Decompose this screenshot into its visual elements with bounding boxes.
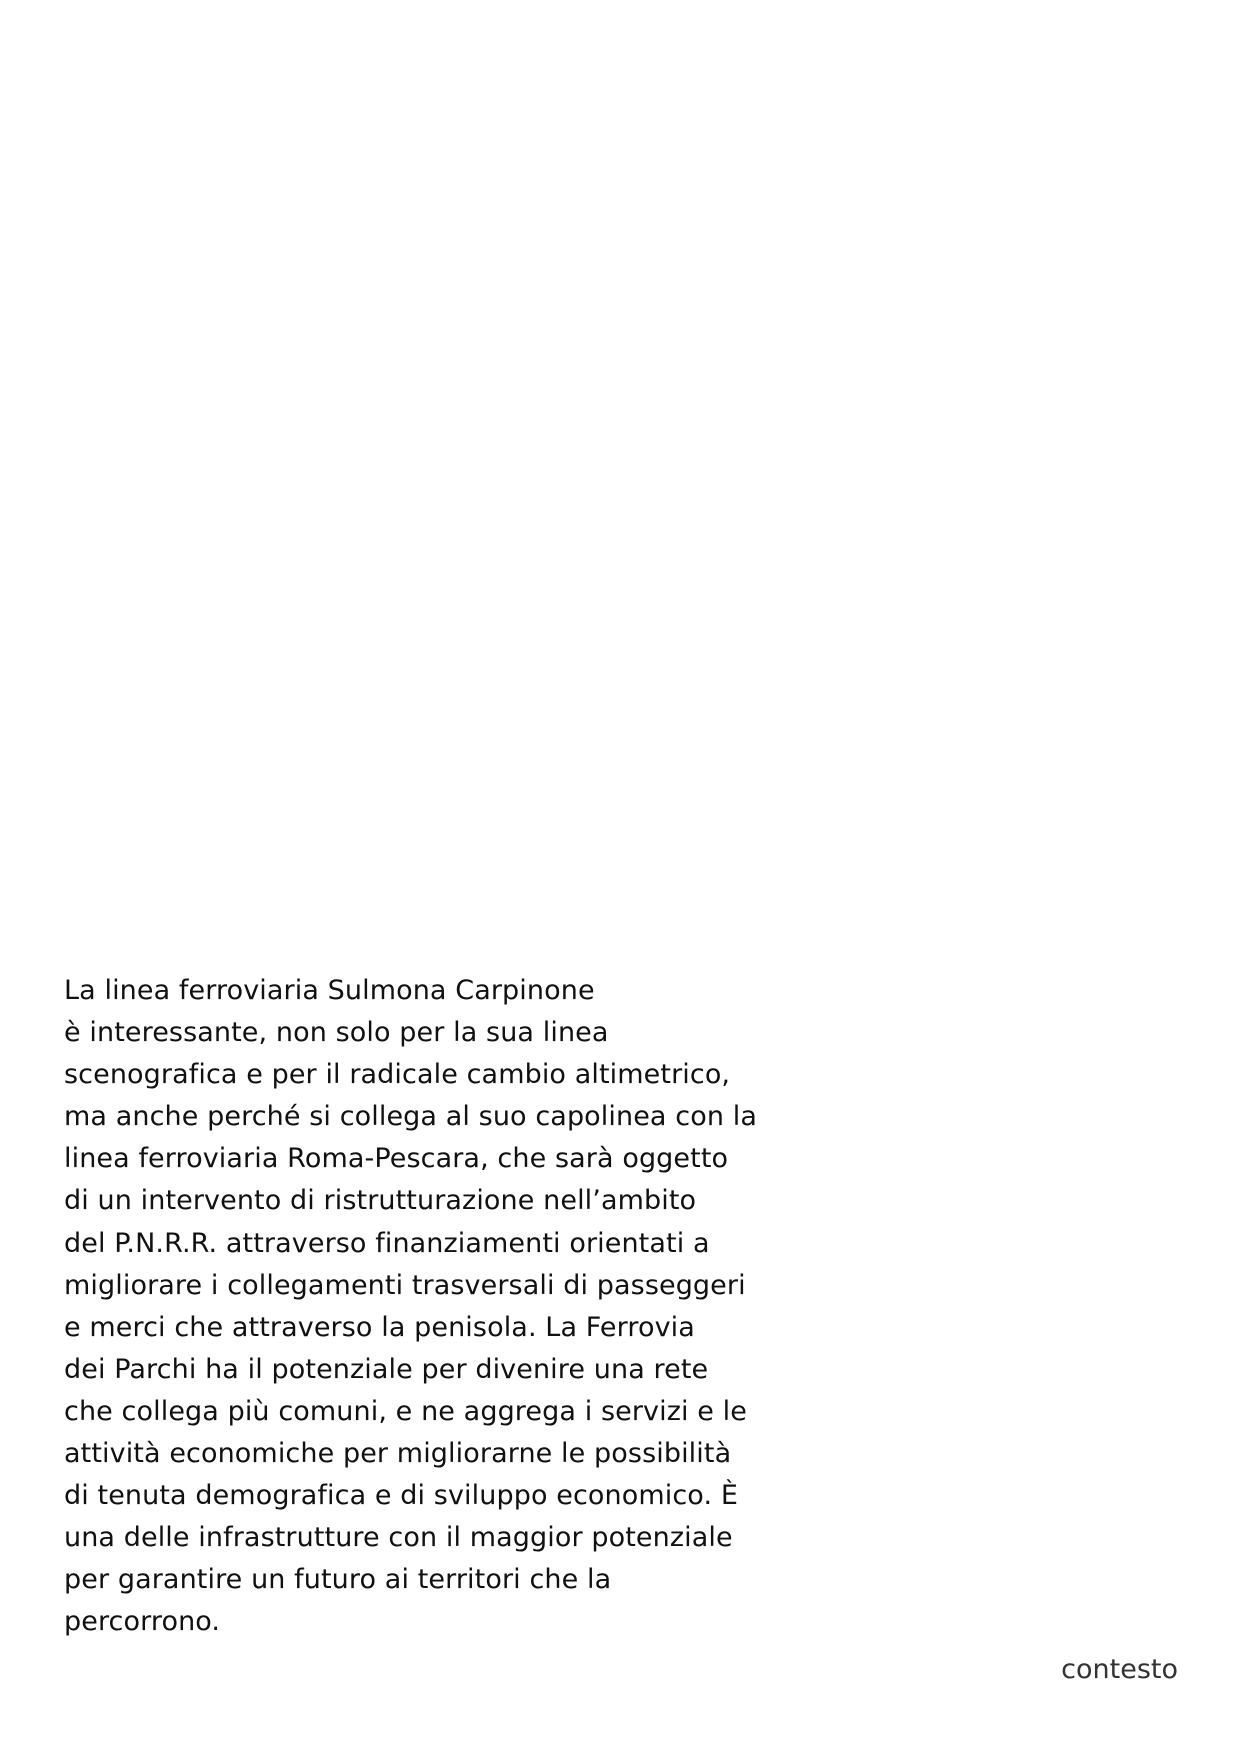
body-line: linea ferroviaria Roma-Pescara, che sarà oggetto <box>64 1143 729 1175</box>
body-line: e merci che attraverso la penisola. La Ferrovia <box>64 1311 695 1343</box>
body-line: è interessante, non solo per la sua linea <box>64 1017 609 1049</box>
body-line: percorrono. <box>64 1606 221 1638</box>
body-line: di tenuta demografica e di sviluppo economico. È <box>64 1480 738 1512</box>
body-line: migliorare i collegamenti trasversali di passeggeri <box>64 1269 746 1301</box>
body-line: La linea ferroviaria Sulmona Carpinone <box>64 975 595 1006</box>
body-line: per garantire un futuro ai territori che la <box>64 1564 612 1596</box>
body-line: del P.N.R.R. attraverso finanziamenti orientati a <box>64 1227 710 1259</box>
body-line: che collega più comuni, e ne aggrega i servizi e le <box>64 1395 747 1427</box>
section-label: contesto <box>1061 1654 1178 1685</box>
body-line: ma anche perché si collega al suo capolinea con la <box>64 1101 757 1133</box>
body-line: una delle infrastrutture con il maggior potenziale <box>64 1522 733 1554</box>
body-line: di un intervento di ristrutturazione nell’ambito <box>64 1185 697 1217</box>
body-line: dei Parchi ha il potenziale per divenire una rete <box>64 1353 709 1385</box>
body-line: scenografica e per il radicale cambio altimetrico, <box>64 1059 731 1091</box>
body-paragraph <box>64 970 824 1644</box>
body-line: attività economiche per migliorarne le possibilità <box>64 1438 732 1470</box>
